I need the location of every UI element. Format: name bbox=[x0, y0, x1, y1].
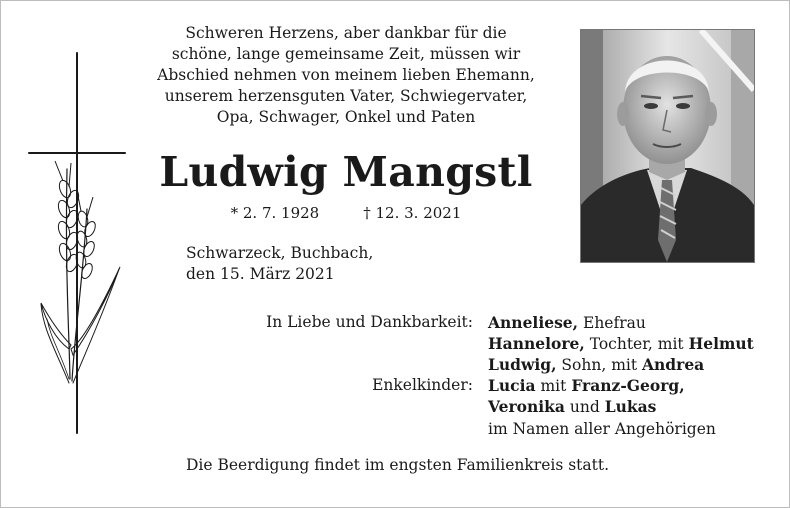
wife-name: Anneliese, bbox=[488, 313, 579, 332]
son-name: Ludwig, bbox=[488, 355, 557, 374]
funeral-note: Die Beerdigung findet im engsten Familienkreis statt. bbox=[186, 456, 610, 474]
grandchild-name: Lukas bbox=[604, 397, 657, 416]
intro-line: Schweren Herzens, aber dankbar für die bbox=[185, 24, 507, 42]
grandchildren-line-1 bbox=[488, 376, 685, 395]
wife-role: Ehefrau bbox=[583, 314, 646, 332]
place-line: Schwarzeck, Buchbach, bbox=[186, 244, 374, 262]
grandchild-name: Lucia bbox=[488, 376, 536, 395]
son-role: Sohn, mit bbox=[561, 356, 638, 374]
deceased-name: Ludwig Mangstl bbox=[159, 148, 533, 196]
label-grandchildren: Enkelkinder: bbox=[372, 376, 473, 394]
mourner-son bbox=[488, 355, 704, 374]
place-and-date bbox=[186, 243, 373, 285]
grandchild-name: Veronika bbox=[488, 397, 565, 416]
intro-text bbox=[131, 23, 561, 128]
daughter-role: Tochter, mit bbox=[589, 335, 684, 353]
intro-line: Opa, Schwager, Onkel und Paten bbox=[216, 108, 476, 126]
daughter-partner: Helmut bbox=[688, 334, 754, 353]
son-partner: Andrea bbox=[642, 355, 705, 374]
label-love: In Liebe und Dankbarkeit: bbox=[266, 313, 473, 331]
intro-line: schöne, lange gemeinsame Zeit, müssen wir bbox=[171, 45, 521, 63]
intro-line: Abschied nehmen von meinem lieben Ehemann, bbox=[157, 66, 535, 84]
grandchild-connector: mit bbox=[540, 377, 567, 395]
portrait-photo bbox=[580, 29, 755, 263]
grandchild-partner: Franz-Georg, bbox=[571, 376, 685, 395]
intro-line: unserem herzensguten Vater, Schwiegervater, bbox=[164, 87, 528, 105]
death-date: † 12. 3. 2021 bbox=[363, 204, 462, 222]
cross-with-wheat-icon bbox=[25, 49, 135, 437]
daughter-name: Hannelore, bbox=[488, 334, 585, 353]
mourner-wife bbox=[488, 313, 646, 332]
date-line: den 15. März 2021 bbox=[186, 265, 335, 283]
birth-date: * 2. 7. 1928 bbox=[230, 204, 320, 222]
life-dates bbox=[131, 204, 561, 222]
grandchildren-line-2 bbox=[488, 397, 656, 416]
mourner-daughter bbox=[488, 334, 754, 353]
grandchild-connector: und bbox=[569, 398, 600, 416]
all-relatives: im Namen aller Angehörigen bbox=[488, 420, 716, 438]
